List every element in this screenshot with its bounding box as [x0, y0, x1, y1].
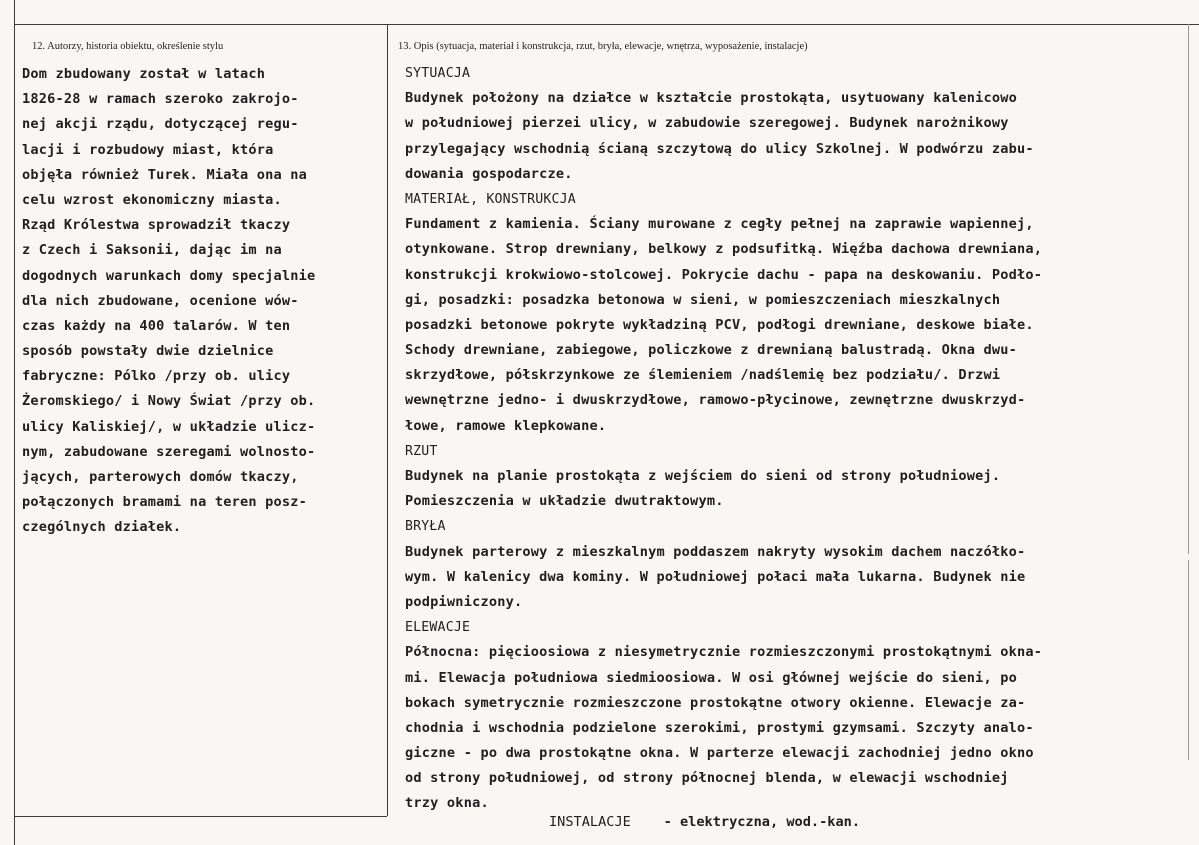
frame-top-border	[14, 24, 1199, 25]
description-line: skrzydłowe, półskrzynkowe ze ślemieniem /nadślemię bez podziału/. Drzwi	[405, 367, 1001, 384]
installations-line	[549, 810, 860, 835]
history-line: fabryczne: Pólko /przy ob. ulicy	[22, 368, 291, 385]
description-line: Pomieszczenia w układzie dwutraktowym.	[405, 493, 724, 510]
section-heading: BRYŁA	[405, 519, 446, 535]
description-line: wewnętrzne jedno- i dwuskrzydłowe, ramowo-płycinowe, zewnętrzne dwuskrzyd-	[405, 392, 1026, 409]
column-divider	[387, 24, 388, 816]
description-line: łowe, ramowe klepkowane.	[405, 417, 607, 434]
description-line: giczne - po dwa prostokątne okna. W parterze elewacji zachodniej jedno okno	[405, 745, 1034, 762]
history-line: lacji i rozbudowy miast, która	[22, 141, 274, 158]
history-line: Rząd Królestwa sprowadził tkaczy	[22, 217, 291, 234]
description-line: Północna: pięcioosiowa z niesymetrycznie rozmieszczonymi prostokątnymi okna-	[405, 644, 1043, 661]
history-line: 1826-28 w ramach szeroko zakrojo-	[22, 91, 299, 108]
left-column-header: 12. Autorzy, historia obiektu, określenie stylu	[32, 41, 224, 52]
description-line: chodnia i wschodnia podzielone szerokimi, prostymi gzymsami. Szczyty analo-	[405, 719, 1034, 736]
frame-bottom-left-border	[14, 816, 387, 817]
description-line: od strony południowej, od strony północnej blenda, w elewacji wschodniej	[405, 770, 1009, 787]
history-text	[22, 62, 315, 541]
frame-left-border	[14, 0, 15, 845]
description-line: dowania gospodarcze.	[405, 165, 573, 182]
history-line: dogodnych warunkach domy specjalnie	[22, 267, 316, 284]
description-line: gi, posadzki: posadzka betonowa w sieni, w pomieszczeniach mieszkalnych	[405, 291, 1001, 308]
section-heading: SYTUACJA	[405, 66, 471, 81]
description-line: Budynek parterowy z mieszkalnym poddaszem nakryty wysokim dachem naczółko-	[405, 543, 1026, 560]
history-line: ulicy Kaliskiej/, w układzie ulicz-	[22, 418, 316, 435]
description-line: Budynek na planie prostokąta z wejściem do sieni od strony południowej.	[405, 468, 1001, 484]
description-line: otynkowane. Strop drewniany, belkowy z podsufitką. Więźba dachowa drewniana,	[405, 241, 1043, 258]
description-line: bokach symetrycznie rozmieszczone prostokątne otwory okienne. Elewacje za-	[405, 694, 1026, 711]
description-line: Schody drewniane, zabiegowe, policzkowe z drewnianą balustradą. Okna dwu-	[405, 342, 1018, 359]
description-line: trzy okna.	[405, 795, 489, 812]
history-line: nej akcji rządu, dotyczącej regu-	[22, 116, 299, 133]
history-line: Żeromskiego/ i Nowy Świat /przy ob.	[22, 393, 316, 410]
description-line: przylegający wschodnią ścianą szczytową do ulicy Szkolnej. W podwórzu zabu-	[405, 140, 1034, 157]
history-line: z Czech i Saksonii, dając im na	[22, 242, 282, 259]
description-line: Budynek położony na działce w kształcie prostokąta, usytuowany kalenicowo	[405, 90, 1018, 107]
history-line: Dom zbudowany został w latach	[22, 66, 266, 82]
installations-text: - elektryczna, wod.-kan.	[663, 814, 861, 830]
description-line: wym. W kalenicy dwa kominy. W południowej połaci mała lukarna. Budynek nie	[405, 568, 1026, 585]
frame-right-border-lower	[1188, 560, 1189, 760]
description-line: posadzki betonowe pokryte wykładziną PCV, podłogi drewniane, deskowe białe.	[405, 316, 1034, 333]
description-line: konstrukcji krokwiowo-stolcowej. Pokrycie dachu - papa na deskowaniu. Podło-	[405, 266, 1043, 283]
history-line: nym, zabudowane szeregami wolnosto-	[22, 443, 316, 460]
history-line: sposób powstały dwie dzielnice	[22, 343, 274, 360]
description-text	[405, 61, 1042, 817]
description-line: Fundament z kamienia. Ściany murowane z cegły pełnej na zaprawie wapiennej,	[405, 216, 1034, 233]
history-line: czególnych działek.	[22, 519, 182, 536]
description-line: mi. Elewacja południowa siedmioosiowa. W osi głównej wejście do sieni, po	[405, 669, 1018, 686]
description-line: podpiwniczony.	[405, 593, 523, 610]
installations-label: INSTALACJE	[549, 814, 631, 830]
section-heading: RZUT	[405, 443, 438, 459]
section-heading: ELEWACJE	[405, 620, 471, 636]
section-heading: MATERIAŁ, KONSTRUKCJA	[405, 191, 576, 207]
history-line: połączonych bramami na teren posz-	[22, 494, 308, 511]
description-line: w południowej pierzei ulicy, w zabudowie szeregowej. Budynek narożnikowy	[405, 115, 1009, 132]
history-line: celu wzrost ekonomiczny miasta.	[22, 191, 282, 208]
history-line: dla nich zbudowane, ocenione wów-	[22, 292, 299, 309]
history-line: objęła również Turek. Miała ona na	[22, 166, 308, 183]
right-column-header: 13. Opis (sytuacja, materiał i konstrukcja, rzut, bryła, elewacje, wnętrza, wyposażenie, instalacje)	[398, 41, 808, 52]
history-line: czas każdy na 400 talarów. W ten	[22, 317, 291, 334]
history-line: jących, parterowych domów tkaczy,	[22, 469, 299, 485]
frame-right-border	[1188, 24, 1189, 554]
